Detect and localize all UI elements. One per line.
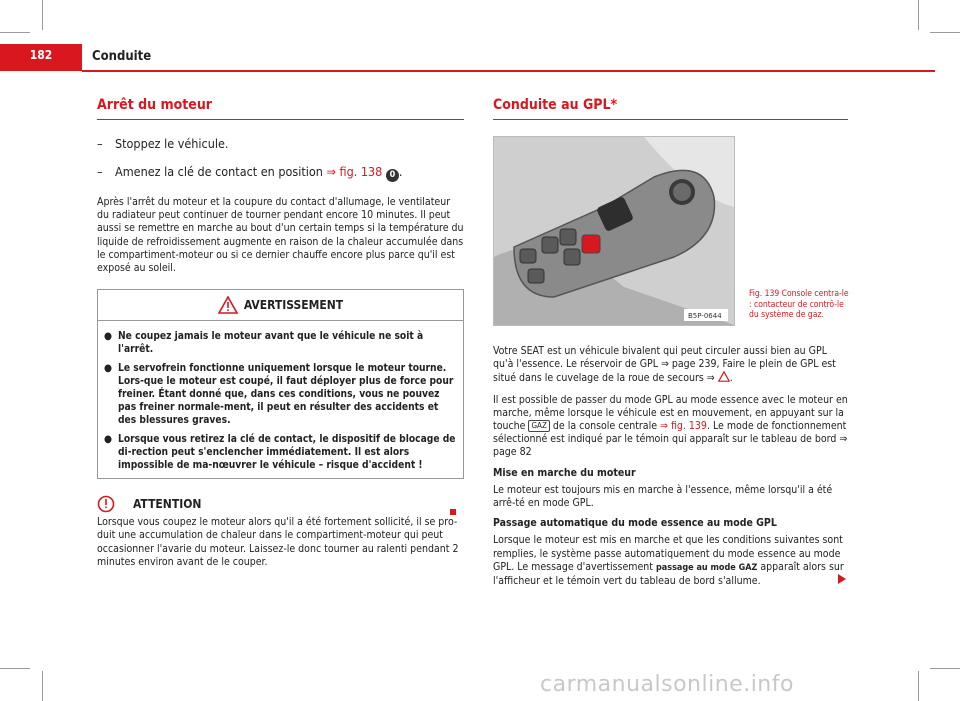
warning-header <box>98 290 463 321</box>
subheading: Passage automatique du mode essence au mode GPL <box>493 517 777 530</box>
crop-mark <box>42 0 43 30</box>
warning-body <box>98 321 463 478</box>
figure-link[interactable]: ⇒ fig. 138 <box>326 164 383 179</box>
body-paragraph: Après l'arrêt du moteur et la coupure du contact d'allumage, le ventilateur du radiateur peut continuer de tourner pendant encore 10 minutes. Il peut aussi se remettre en marche au bout d'un certain temps si la température du liquide de refroidissement augmente en raison de la chaleur accumulée dans le compartiment-moteur ou si ce dernier chauffe encore plus parce qu'il est exposé au soleil. <box>97 196 464 275</box>
crop-mark <box>930 32 960 33</box>
warning-bullet: ● Ne coupez jamais le moteur avant que le véhicule ne soit à l'arrêt. <box>104 331 424 356</box>
gaz-key-icon: GAZ <box>528 420 549 432</box>
figure-link[interactable]: ⇒ fig. 139 <box>660 420 707 433</box>
continue-arrow-icon <box>838 574 846 584</box>
page-number: 182 <box>29 48 53 62</box>
body-paragraph: Il est possible de passer du mode GPL au mode essence avec le moteur en marche, même lorsque le véhicule est en mouvement, en appuyant sur la touche GAZ de la console centrale ⇒ fig. 139. Le mode de fonctionnement sélectionné est indiqué par le témoin qui apparaît sur le tableau de bord ⇒ page 82 <box>493 393 848 459</box>
attention-header <box>97 495 464 513</box>
crop-mark <box>0 32 30 33</box>
header-rule <box>82 70 935 72</box>
warning-message: passage au mode GAZ <box>655 562 758 573</box>
body-paragraph: Votre SEAT est un véhicule bivalent qui peut circuler aussi bien au GPL qu'à l'essence. Le réservoir de GPL ⇒ page 239, Faire le plein de GPL est situé dans le cuvelage de la roue de secours ⇒ . <box>493 345 836 385</box>
crop-mark <box>930 668 960 669</box>
attention-text: Lorsque vous coupez le moteur alors qu'il a été fortement sollicité, il se pro-duit une accumulation de chaleur dans le compartiment-moteur qui peut occasionner l'avarie du moteur. Laissez-le donc tourner au ralenti pendant 2 minutes environ avant de le couper. <box>97 516 459 568</box>
figure-code: B5P-0644 <box>688 312 722 320</box>
step: – Amenez la clé de contact en position ⇒ fig. 138 0 . <box>97 164 403 180</box>
section-heading: Conduite au GPL* <box>493 97 848 120</box>
warning-triangle-icon <box>218 296 238 314</box>
warning-title: AVERTISSEMENT <box>243 298 344 313</box>
warning-box <box>97 289 464 479</box>
section-heading: Arrêt du moteur <box>97 97 464 120</box>
body-paragraph: Lorsque le moteur est mis en marche et que les conditions suivantes sont remplies, le système passe automatiquement du mode essence au mode GPL. Le message d'avertissement passage au mode GAZ apparaît alors sur l'afficheur et le témoin vert du tableau de bord s'allume. <box>493 534 844 588</box>
chapter-title: Conduite <box>92 49 152 64</box>
step-text: Stoppez le véhicule. <box>115 136 229 151</box>
ignition-position-key: 0 <box>386 169 399 182</box>
warning-bullet: ● Lorsque vous retirez la clé de contact, le dispositif de blocage de di-rection peut s'enclencher immédiatement. Il est alors impossible de ma-nœuvrer le véhicule – risque d'accident ! <box>104 433 456 472</box>
subheading: Mise en marche du moteur <box>493 466 636 479</box>
warning-triangle-icon <box>718 371 730 382</box>
right-column <box>493 97 848 588</box>
center-console-illustration <box>494 137 734 325</box>
left-column <box>97 97 464 569</box>
warning-bullet: ● Le servofrein fonctionne uniquement lorsque le moteur tourne. Lors-que le moteur est coupé, il faut déployer plus de force pour freiner. Étant donné que, dans ces conditions, vous ne pouvez pas freiner normale-ment, il peut en résulter des accidents et des blessures graves. <box>104 362 454 427</box>
figure-caption: Fig. 139 Console centra-le : contacteur de contrô-le du système de gaz. <box>749 289 849 320</box>
attention-title: ATTENTION <box>133 497 202 512</box>
lpg-switch-figure <box>493 136 735 326</box>
body-paragraph: Le moteur est toujours mis en marche à l'essence, même lorsqu'il a été arrê-té en mode GPL. <box>493 483 833 510</box>
watermark: carmanualsonline.info <box>540 672 794 697</box>
step-text: Amenez la clé de contact en position <box>115 164 327 179</box>
crop-mark <box>42 671 43 701</box>
attention-icon <box>97 495 115 513</box>
crop-mark <box>918 671 919 701</box>
step: – Stoppez le véhicule. <box>97 136 229 151</box>
crop-mark <box>918 0 919 30</box>
section-end-mark <box>450 509 456 515</box>
crop-mark <box>0 668 30 669</box>
